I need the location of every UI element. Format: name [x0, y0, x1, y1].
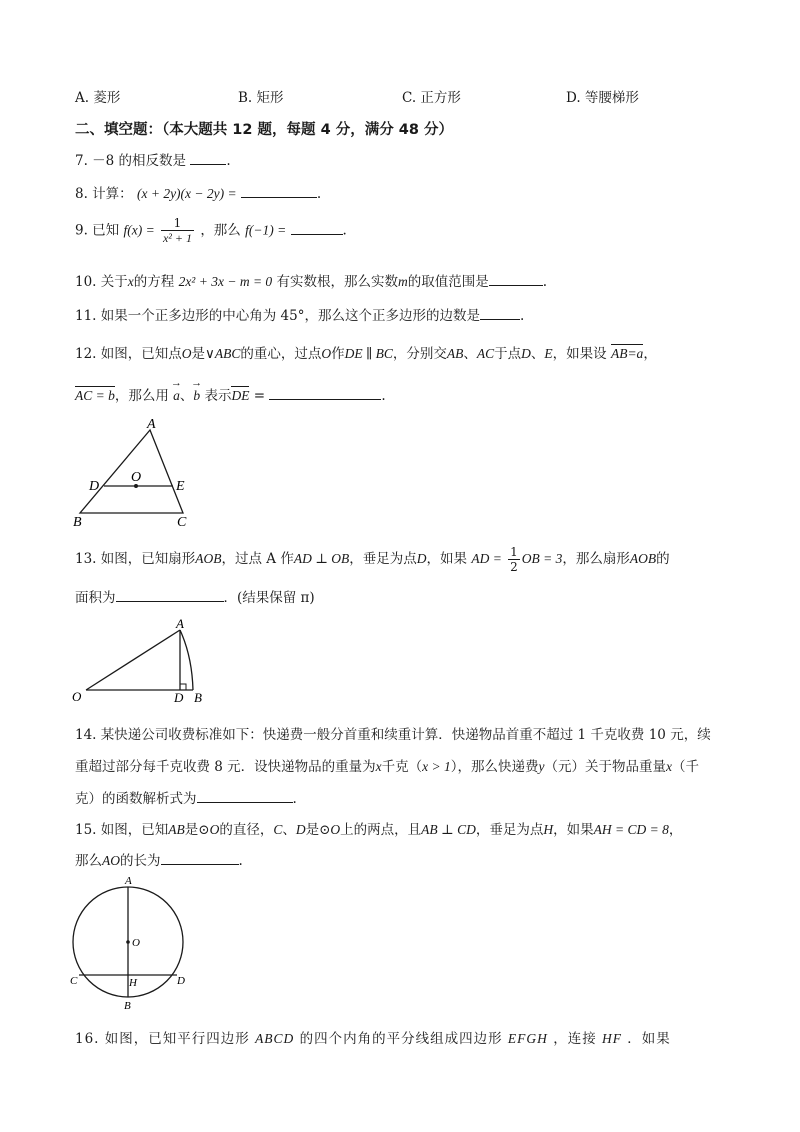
q12-answer-blank[interactable]: [269, 398, 381, 400]
q10-equation: 2x² + 3x − m = 0: [178, 274, 273, 289]
q15-text: 的直径，: [219, 822, 274, 838]
q12-vector-de: DE: [231, 388, 250, 403]
q13-ob: OB = 3: [521, 551, 563, 566]
label-a: A: [147, 417, 156, 432]
figure-12-triangle: [70, 415, 200, 530]
q10-text3: 有实数根，那么实数: [276, 274, 398, 290]
q12-text: ，如果设: [552, 346, 607, 362]
q9-fraction: [161, 216, 194, 246]
figure-13-sector: [68, 612, 218, 707]
q13-text: 面积为: [75, 590, 116, 606]
q9-mid: ，那么: [200, 222, 241, 239]
label-b: B: [194, 690, 202, 705]
label-e: E: [176, 479, 185, 494]
label-a: A: [176, 616, 184, 631]
q15-text: ，垂足为点: [475, 822, 544, 838]
label-d: D: [177, 975, 185, 987]
q15-d: D: [295, 822, 306, 837]
q12-text: ，那么用: [114, 388, 169, 404]
q10-answer-blank[interactable]: [489, 284, 543, 286]
question-9: 9. 已知 f(x) = $\frac{1}{\text{x² + 1}}$ ，那么 f(−1) = .: [75, 216, 347, 245]
q15-text: 是⊙: [305, 822, 331, 838]
question-14-line-1: 14. 某快递公司收费标准如下：快递费一般分首重和续重计算．快递物品首重不超过 1 千克收费 10 元，续: [75, 727, 711, 743]
q12-point-o: O: [181, 346, 192, 361]
q14-text: 千克（: [381, 759, 423, 775]
q14-y: y: [538, 759, 545, 774]
q13-text: 13. 如图，已知扇形: [75, 551, 196, 567]
q14-text: 克）的函数解析式为: [75, 791, 197, 807]
q12-vector-b: → b: [193, 388, 200, 404]
q12-text: 表示: [204, 388, 232, 404]
q14-answer-blank[interactable]: [197, 801, 293, 803]
q8-expression: (x + 2y)(x − 2y) =: [136, 186, 237, 201]
q15-o: O: [330, 822, 341, 837]
q12-text: 作: [331, 346, 345, 362]
q12-vector-ab: AB=a: [610, 346, 644, 361]
label-b: B: [124, 1000, 131, 1012]
q16-abcd: ABCD: [255, 1031, 295, 1046]
question-10: 10. 关于x的方程 2x² + 3x − m = 0 有实数根，那么实数m的取值范围是 .: [75, 274, 548, 290]
q10-m: m: [397, 274, 408, 289]
label-h: H: [129, 977, 137, 989]
q12-text: 的重心，过点: [240, 346, 322, 362]
q11-answer-blank[interactable]: [480, 318, 520, 320]
q13-fraction: [508, 545, 520, 574]
q13-denominator: 2: [510, 560, 518, 574]
q9-denominator: x² + 1: [162, 231, 193, 245]
option-c: C. 正方形: [402, 90, 461, 106]
label-o: O: [132, 937, 140, 949]
q15-equation: AH = CD = 8: [593, 822, 669, 837]
q15-text: 是⊙: [184, 822, 210, 838]
q15-text: 那么: [75, 853, 102, 869]
q12-text: 12. 如图，已知点: [75, 346, 182, 362]
q15-ao: AO: [102, 853, 120, 868]
q13-sector: AOB: [195, 551, 222, 566]
q12-point-d: D: [521, 346, 531, 361]
q14-text: （千: [672, 759, 700, 775]
q13-text: ，垂足为点: [349, 551, 417, 567]
q13-text: 的: [656, 551, 670, 567]
q16-efgh: EFGH: [507, 1031, 548, 1046]
question-11: 11. 如果一个正多边形的中心角为 45°，那么这个正多边形的边数是 .: [75, 308, 525, 324]
q13-sector: AOB: [629, 551, 657, 566]
q12-parallel: DE ∥ BC: [344, 346, 393, 361]
q13-text: ，那么扇形: [562, 551, 630, 567]
section-title: 二、填空题：（本大题共 12 题，每题 4 分，满分 48 分）: [75, 122, 453, 138]
q14-text: ），那么快递费: [450, 759, 539, 775]
q15-text: 15. 如图，已知: [75, 822, 169, 838]
q14-text: 重超过部分每千克收费 8 元．设快递物品的重量为: [75, 759, 376, 775]
q12-equals: =: [249, 388, 266, 404]
q15-answer-blank[interactable]: [161, 863, 239, 865]
q16-text: 16. 如图，已知平行四边形: [75, 1031, 250, 1047]
q12-text: 是∨: [191, 346, 215, 362]
q12-vector-ac: AC = b: [75, 388, 115, 403]
q15-text: 上的两点，且: [340, 822, 422, 838]
question-14-line-3: 克）的函数解析式为 .: [75, 791, 297, 807]
q13-ad: AD =: [471, 551, 502, 566]
q14-x: x: [375, 759, 382, 774]
center-o: [126, 940, 130, 944]
label-b: B: [73, 515, 82, 530]
q12-point-e: E: [544, 346, 553, 361]
q15-o: O: [209, 822, 220, 837]
q12-sep: 、: [463, 346, 477, 362]
q13-text: ，过点 A 作: [221, 551, 294, 567]
q12-triangle-abc: ABC: [214, 346, 241, 361]
question-15-line-1: 15. 如图，已知AB是⊙O的直径，C、D是⊙O上的两点，且AB ⊥ CD，垂足为点H，如果AH = CD = 8，: [75, 822, 683, 838]
q15-ab: AB: [168, 822, 185, 837]
question-12-line-1: 12. 如图，已知点O是∨ABC的重心，过点O作DE ∥ BC，分别交AB、AC于点D、E，如果设 AB=a，: [75, 346, 657, 362]
q9-numerator: 1: [161, 216, 194, 231]
label-o: O: [72, 689, 82, 704]
option-a: A. 菱形: [75, 90, 121, 106]
q16-hf: HF: [602, 1031, 622, 1046]
question-15-line-2: 那么AO的长为 .: [75, 853, 243, 869]
q16-text: ．如果: [627, 1031, 671, 1047]
segment-oa: [86, 630, 180, 690]
q12-text: ，分别交: [392, 346, 447, 362]
q11-text: 11. 如果一个正多边形的中心角为 45°，那么这个正多边形的边数是: [75, 308, 480, 324]
option-b: B. 矩形: [238, 90, 284, 106]
q12-vector-a: → a: [173, 388, 180, 404]
q12-ab: AB: [446, 346, 464, 361]
q7-answer-blank[interactable]: [190, 163, 226, 165]
q10-text4: 的取值范围是: [407, 274, 489, 290]
arc-ab: [180, 630, 193, 690]
q9-lhs: f(x) =: [123, 222, 155, 238]
label-a: A: [125, 875, 132, 887]
label-o: O: [131, 470, 142, 485]
q12-point-o: O: [321, 346, 332, 361]
question-16: [75, 1027, 671, 1047]
q13-answer-blank[interactable]: [116, 600, 224, 602]
q10-x: x: [127, 274, 134, 289]
q10-text2: 的方程: [133, 274, 175, 290]
q14-x: x: [666, 759, 673, 774]
figure-15-circle: [66, 872, 196, 1017]
question-13-line-2: [75, 586, 315, 606]
label-d: D: [89, 479, 100, 494]
option-d: D. 等腰梯形: [566, 90, 639, 106]
label-c: C: [70, 975, 78, 987]
question-13-line-1: [75, 545, 670, 574]
q8-label: 8. 计算：: [75, 186, 133, 202]
q13-text: ．(结果保留 π): [223, 590, 315, 606]
q13-numerator: 1: [510, 545, 518, 559]
q15-perp: AB ⊥ CD: [421, 822, 476, 837]
q9-label: 9. 已知: [75, 222, 120, 239]
q12-ac: AC: [476, 346, 495, 361]
q15-sep: 、: [282, 822, 296, 838]
q7-text: 7. －8 的相反数是: [75, 153, 187, 169]
q14-condition: x > 1: [422, 759, 451, 774]
q15-text: 的长为: [120, 853, 161, 869]
q16-text: 的四个内角的平分线组成四边形: [299, 1031, 503, 1047]
q8-answer-blank[interactable]: [241, 196, 317, 198]
q13-perp: AD ⊥ OB: [293, 551, 350, 566]
q12-text: 于点: [494, 346, 522, 362]
q15-c: C: [273, 822, 283, 837]
q15-text: ，如果: [553, 822, 594, 838]
q9-answer-blank[interactable]: [291, 233, 343, 235]
q15-h: H: [543, 822, 554, 837]
question-7: 7. －8 的相反数是 .: [75, 153, 231, 169]
q16-text: ，连接: [553, 1031, 597, 1047]
label-d: D: [174, 690, 184, 705]
question-14-line-2: [75, 755, 699, 775]
label-c: C: [177, 515, 187, 530]
q12-sep: 、: [179, 388, 194, 404]
q13-text: ，如果: [426, 551, 468, 567]
question-8: 8. 计算： (x + 2y)(x − 2y) = .: [75, 186, 322, 202]
q13-point-d: D: [416, 551, 427, 566]
q12-sep: 、: [530, 346, 545, 362]
question-12-line-2: AC = b，那么用 → a、→ b 表示DE = .: [75, 384, 386, 404]
q9-rhs: f(−1) =: [245, 222, 287, 238]
q14-text: （元）关于物品重量: [544, 759, 667, 775]
q10-text1: 10. 关于: [75, 274, 128, 290]
